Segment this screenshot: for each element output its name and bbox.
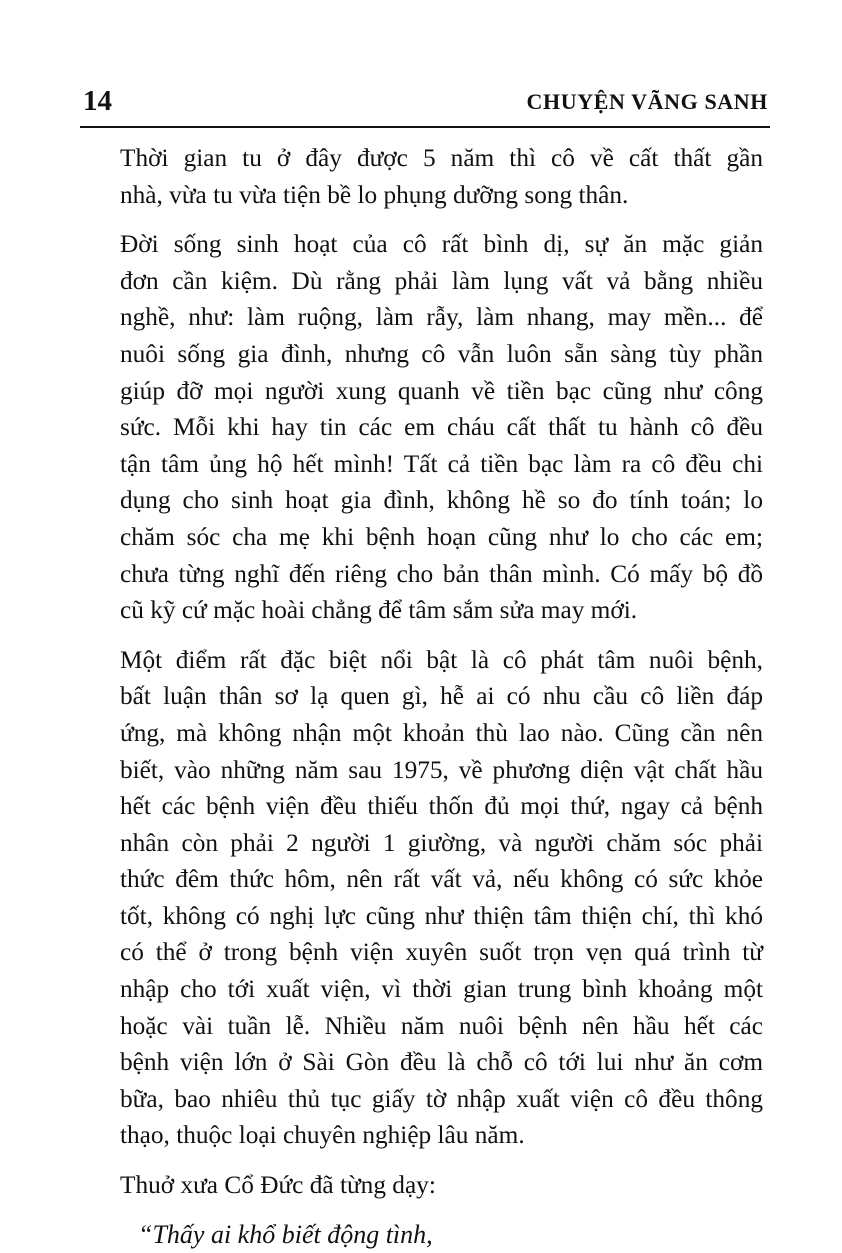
header-divider (80, 126, 770, 128)
text-line: nhân còn phải 2 người 1 giường, và người chăm sóc phải (120, 828, 763, 857)
text-line: tốt, không có nghị lực cũng như thiện tâm thiện chí, thì khó (120, 901, 763, 930)
text-line: Thuở xưa Cổ Đức đã từng dạy: (120, 1171, 436, 1200)
text-line: nhà, vừa tu vừa tiện bề lo phụng dưỡng song thân. (120, 180, 629, 209)
text-line: Một điểm rất đặc biệt nổi bật là cô phát tâm nuôi bệnh, (120, 645, 763, 674)
text-line: chưa từng nghĩ đến riêng cho bản thân mình. Có mấy bộ đồ (120, 559, 763, 588)
text-line: chăm sóc cha mẹ khi bệnh hoạn cũng như lo cho các em; (120, 522, 763, 551)
text-line: sức. Mỗi khi hay tin các em cháu cất thất tu hành cô đều (120, 413, 763, 442)
paragraph-2 (83, 226, 763, 629)
text-line: có thể ở trong bệnh viện xuyên suốt trọn vẹn quá trình từ (120, 938, 763, 967)
text-line: đơn cần kiệm. Dù rằng phải làm lụng vất vả bằng nhiều (120, 266, 763, 295)
text-line: thạo, thuộc loại chuyên nghiệp lâu năm. (120, 1121, 525, 1150)
text-line: biết, vào những năm sau 1975, về phương diện vật chất hầu (120, 755, 763, 784)
text-line: nuôi sống gia đình, nhưng cô vẫn luôn sẵn sàng tùy phần (120, 339, 763, 368)
text-line: bệnh viện lớn ở Sài Gòn đều là chỗ cô tới lui như ăn cơm (120, 1048, 763, 1077)
text-line: nhập cho tới xuất viện, vì thời gian trung bình khoảng một (120, 975, 763, 1004)
text-line: thức đêm thức hôm, nên rất vất vả, nếu không có sức khỏe (120, 865, 763, 894)
text-line: bữa, bao nhiêu thủ tục giấy tờ nhập xuất viện cô đều thông (120, 1084, 763, 1113)
text-line: hoặc vài tuần lễ. Nhiều năm nuôi bệnh nên hầu hết các (120, 1011, 763, 1040)
text-line: hết các bệnh viện đều thiếu thốn đủ mọi thứ, ngay cả bệnh (120, 792, 763, 821)
running-title: CHUYỆN VÃNG SANH (526, 89, 768, 114)
verse-quote: “Thấy ai khổ biết động tình, (138, 1219, 433, 1249)
text-line: tận tâm ủng hộ hết mình! Tất cả tiền bạc làm ra cô đều chi (120, 449, 763, 478)
page-header (83, 84, 768, 124)
paragraph-1 (83, 140, 763, 213)
text-line: dụng cho sinh hoạt gia đình, không hề so đo tính toán; lo (120, 486, 763, 515)
paragraph-3 (83, 642, 763, 1154)
paragraph-4 (83, 1167, 763, 1204)
text-line: ứng, mà không nhận một khoản thù lao nào. Cũng cần nên (120, 718, 763, 747)
text-line: Thời gian tu ở đây được 5 năm thì cô về cất thất gần (120, 144, 763, 172)
text-line: giúp đỡ mọi người xung quanh về tiền bạc cũng như công (120, 376, 763, 405)
text-line: bất luận thân sơ lạ quen gì, hễ ai có nhu cầu cô liền đáp (120, 682, 763, 711)
body-text (83, 140, 763, 1253)
page-number: 14 (83, 85, 112, 117)
text-line: nghề, như: làm ruộng, làm rẫy, làm nhang, may mền... để (120, 303, 763, 332)
text-line: cũ kỹ cứ mặc hoài chẳng để tâm sắm sửa may mới. (120, 596, 638, 625)
text-line: Đời sống sinh hoạt của cô rất bình dị, sự ăn mặc giản (120, 230, 763, 259)
